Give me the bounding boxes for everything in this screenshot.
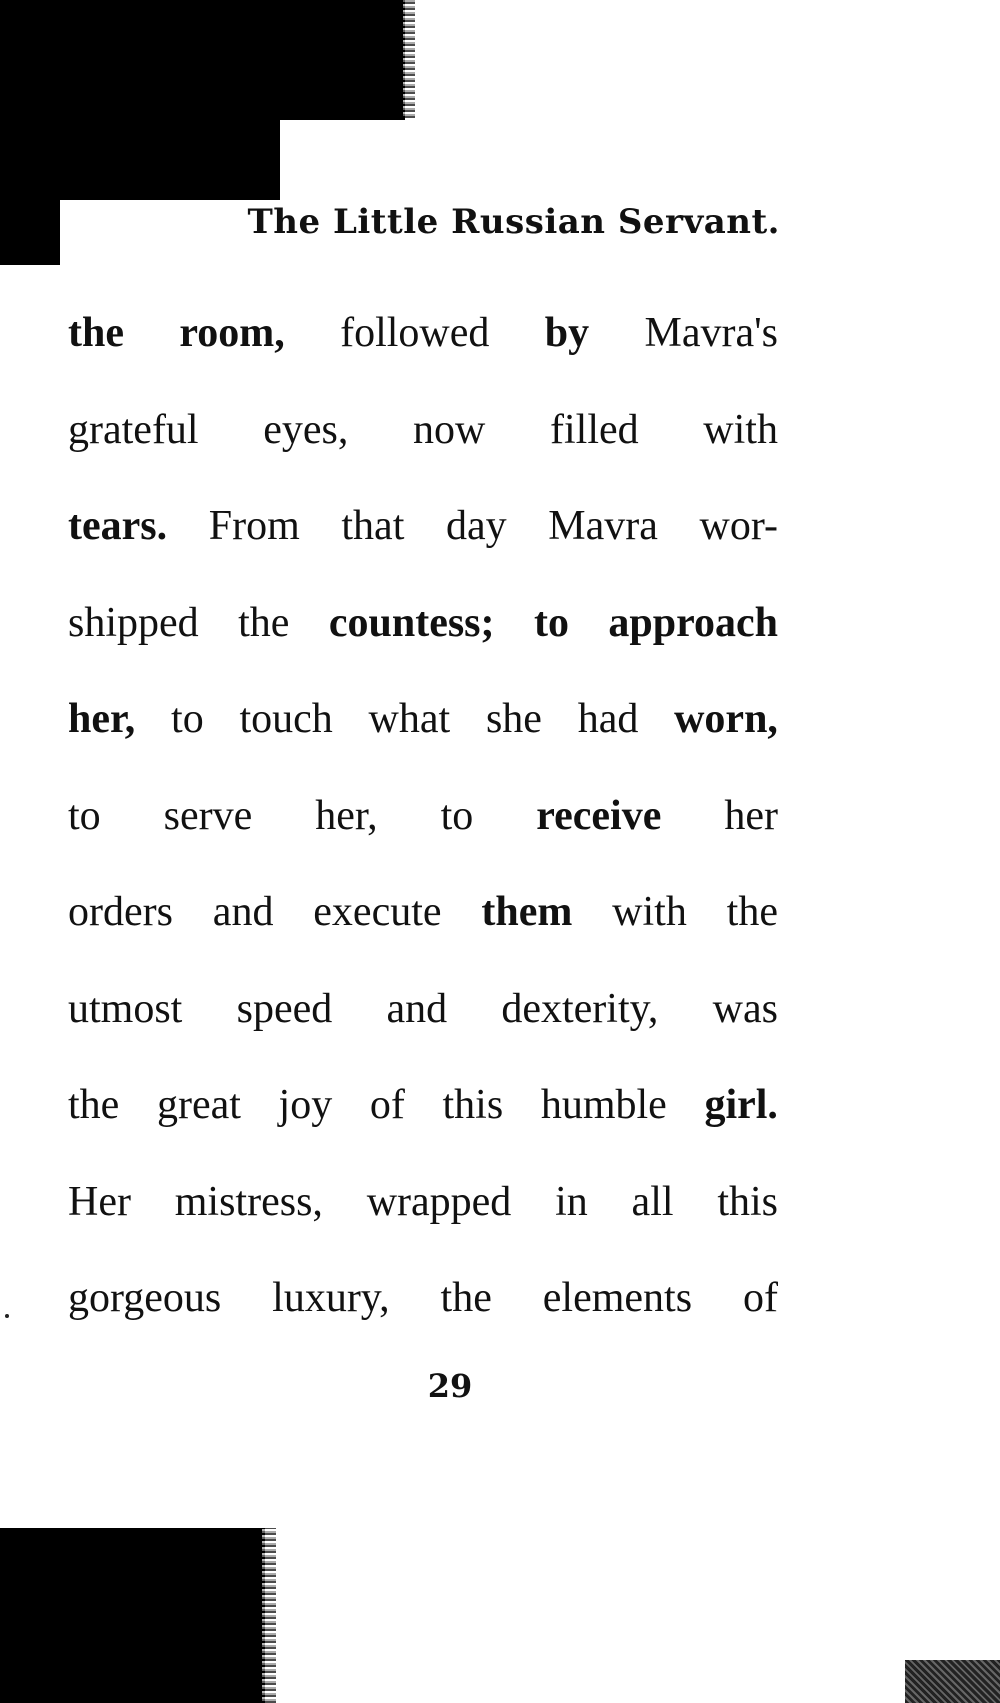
text-line — [68, 1267, 778, 1364]
word: in — [555, 1178, 588, 1225]
word: all — [631, 1178, 674, 1225]
word: and — [212, 889, 274, 935]
word: the — [726, 889, 778, 935]
word: the — [68, 1082, 120, 1128]
word: wrapped — [366, 1178, 512, 1225]
word: to — [171, 696, 204, 742]
word: shipped — [68, 599, 199, 646]
text-line — [68, 785, 778, 882]
word: gorgeous — [68, 1275, 222, 1321]
word: elements — [542, 1275, 693, 1321]
word: she — [485, 696, 542, 742]
word: humble — [540, 1082, 667, 1128]
page-number: 29 — [427, 1367, 473, 1405]
word: dexterity, — [501, 985, 659, 1032]
word: Mavra — [548, 503, 658, 549]
text-line — [68, 495, 778, 592]
scan-shadow-top-left-edge — [0, 195, 60, 265]
word: the — [238, 599, 290, 646]
word: what — [368, 696, 451, 742]
word: execute — [313, 889, 442, 935]
word: her, — [315, 792, 378, 839]
word: countess; — [328, 599, 495, 646]
word: and — [386, 985, 448, 1032]
word: to — [440, 792, 474, 839]
scan-speck — [5, 1314, 9, 1318]
word: luxury, — [272, 1275, 390, 1321]
scan-shadow-bottom-left — [0, 1528, 265, 1703]
text-line — [68, 1074, 778, 1171]
scan-noise-top — [403, 0, 415, 118]
word: orders — [68, 889, 173, 935]
word: was — [712, 985, 778, 1032]
word: room, — [179, 310, 285, 356]
word: grateful — [68, 406, 199, 453]
scan-shadow-top-left-step — [0, 118, 280, 200]
running-head: The Little Russian Servant. — [247, 202, 780, 242]
word: speed — [236, 985, 333, 1032]
word: From — [208, 503, 300, 549]
word: joy — [278, 1082, 333, 1128]
word: to — [68, 792, 101, 839]
word: them — [481, 889, 573, 935]
text-line — [68, 688, 778, 785]
word: worn, — [674, 696, 778, 742]
word: by — [544, 310, 590, 356]
text-line — [68, 1171, 778, 1268]
text-line — [68, 881, 778, 978]
word: of — [743, 1275, 778, 1321]
word: Mavra's — [644, 310, 778, 356]
word: to — [533, 599, 569, 646]
scan-noise-bottom — [262, 1528, 276, 1703]
word: the — [440, 1275, 492, 1321]
word: this — [717, 1178, 778, 1225]
word: of — [369, 1082, 405, 1128]
word: this — [442, 1082, 504, 1128]
word: eyes, — [263, 406, 349, 453]
word: utmost — [68, 985, 183, 1032]
word: girl. — [704, 1082, 778, 1128]
word: had — [577, 696, 639, 742]
word: her, — [68, 696, 136, 742]
text-line — [68, 399, 778, 496]
word: serve — [163, 792, 253, 839]
word: with — [703, 406, 778, 453]
word: great — [156, 1082, 241, 1128]
word: that — [341, 503, 405, 549]
word: Her — [68, 1178, 131, 1225]
scan-shadow-top-left — [0, 0, 405, 120]
text-line — [68, 592, 778, 689]
word: the — [68, 310, 124, 356]
word: mistress, — [174, 1178, 323, 1225]
word: approach — [608, 599, 778, 646]
word: touch — [239, 696, 333, 742]
scan-shadow-bottom-right — [905, 1660, 1000, 1703]
text-line — [68, 302, 778, 399]
word: filled — [550, 406, 639, 453]
word: tears. — [68, 503, 168, 549]
word: receive — [536, 792, 662, 839]
word: wor- — [699, 503, 778, 549]
text-line — [68, 978, 778, 1075]
word: her — [724, 792, 778, 839]
word: now — [413, 406, 486, 453]
word: followed — [340, 310, 490, 356]
word: with — [612, 889, 687, 935]
word: day — [446, 503, 507, 549]
body-text — [68, 302, 778, 1364]
